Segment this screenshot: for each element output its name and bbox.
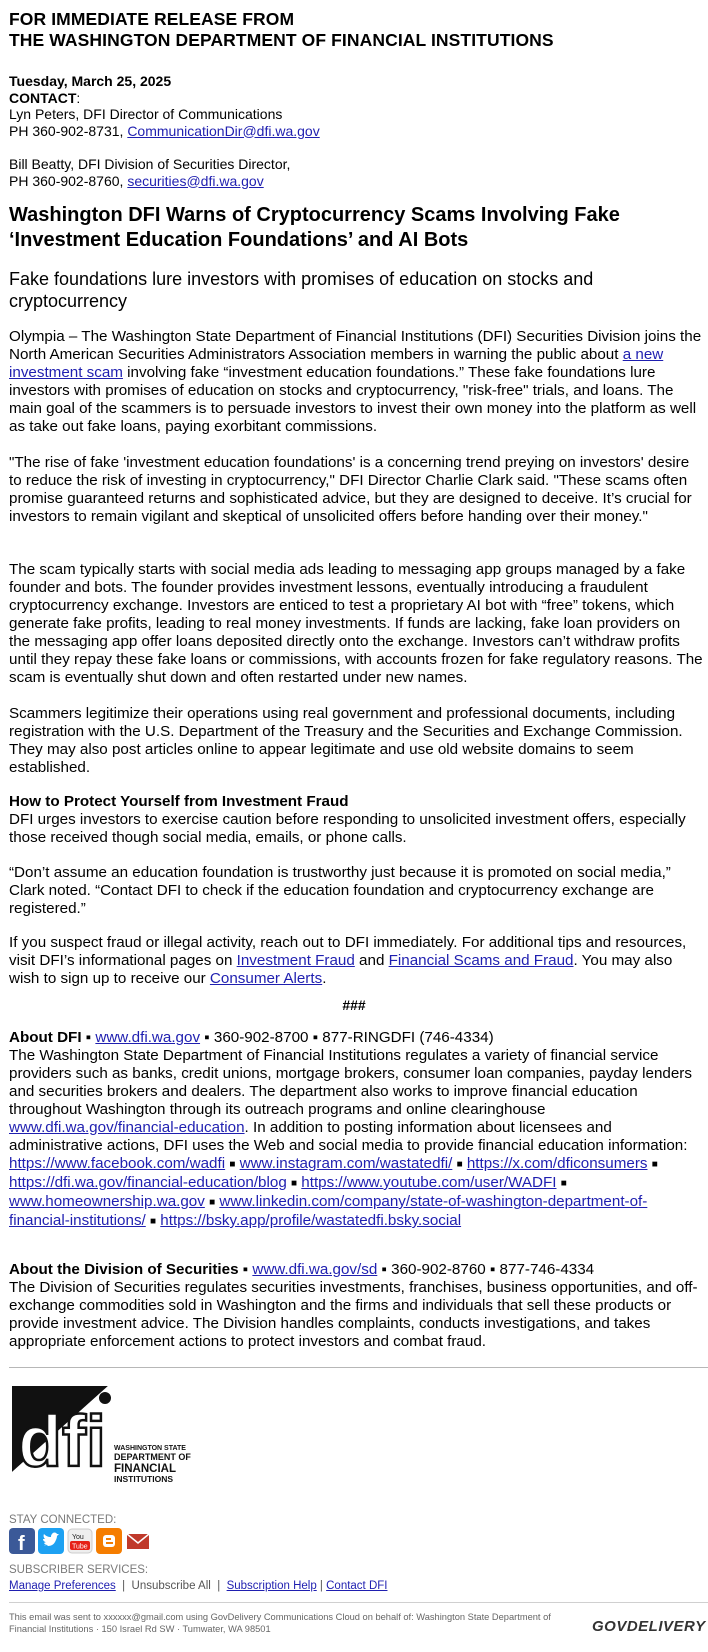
dfi-site-link[interactable]: www.dfi.wa.gov — [95, 1029, 201, 1046]
govdelivery-logo[interactable] — [592, 1618, 706, 1635]
contact1-phone: PH 360-902-8731, — [9, 122, 128, 139]
paragraph-intro — [9, 328, 704, 436]
securities-site-link[interactable]: www.dfi.wa.gov/sd — [252, 1261, 378, 1278]
footer-text: This email was sent to xxxxxx@gmail.com using GovDelivery Communications Cloud on behalf of: Washington State Department of Financial Institutions · 150 Israel Rd SW · Tumwater, WA 98501 — [9, 1612, 551, 1634]
separator: ▪ — [238, 1261, 253, 1278]
separator: | — [115, 1580, 132, 1592]
stay-connected-label: STAY CONNECTED: — [9, 1514, 117, 1526]
separator: | — [316, 1580, 327, 1592]
resources-text-3: . You may also wish to sign up to receive our — [9, 952, 673, 987]
title-line1: Washington DFI Warns of Cryptocurrency Scams Involving Fake — [9, 204, 620, 226]
dfi-logo-graphic — [10, 1380, 210, 1506]
release-date: Tuesday, March 25, 2025 — [9, 73, 172, 89]
consumer-alerts-link[interactable]: Consumer Alerts — [209, 970, 323, 987]
logo-letters: dfi — [18, 1402, 106, 1482]
about-dfi-section — [9, 1029, 704, 1231]
svg-text:Tube: Tube — [72, 1543, 88, 1551]
protect-heading: How to Protect Yourself from Investment Fraud — [9, 793, 349, 810]
about-securities-text: The Division of Securities regulates securities investments, franchises, business opportunities, and off-exchange commodities sold in Washington and the firms and individuals that sell these products or provide investment advice. The Division handles complaints, conducts investigations, and takes appropriate enforcement actions to protect investors and combat fraud. — [9, 1279, 698, 1350]
separator: ▪ — [485, 1261, 500, 1278]
protect-text: DFI urges investors to exercise caution before responding to unsolicited investment offers, especially those received though social media, emails, or phone calls. — [9, 811, 686, 846]
blogger-icon[interactable] — [96, 1528, 122, 1554]
end-marker: ### — [342, 997, 366, 1013]
paragraph-scam-description: The scam typically starts with social media ads leading to messaging app groups managed by a fake founder and bots. The founder provides investment lessons, eventually introducing a fraudulent cryptocurrency exchange. Investors are enticed to test a proprietary AI bot with “free” tokens, which generate fake profits, leading to real money investments. If funds are lacking, fake loan providers on the messaging app offer loans deposited directly onto the exchange. Investors can’t withdraw profits until they repay these fake loans or commissions, with accounts frozen for fake regulatory reasons. The scam is eventually shut down and often restarted under new names. — [9, 561, 703, 686]
about-securities-heading: About the Division of Securities — [9, 1261, 239, 1278]
subscription-help-link[interactable]: Subscription Help — [226, 1580, 317, 1592]
separator: ▪ — [81, 1029, 96, 1046]
protect-section — [9, 793, 704, 847]
release-header-line1: FOR IMMEDIATE RELEASE FROM — [9, 9, 295, 29]
about-securities-section — [9, 1261, 704, 1351]
instagram-link[interactable]: www.instagram.com/wastatedfi/ — [239, 1155, 453, 1172]
separator: ▪ — [377, 1261, 392, 1278]
twitter-icon[interactable] — [38, 1528, 64, 1554]
paragraph-quote: "The rise of fake 'investment education foundations' is a concerning trend preying on investors' desire to reduce the risk of investing in cryptocurrency," DFI Director Charlie Clark said. "These scams often promise guaranteed returns and sophisticated advice, but they are designed to deceive. It’s crucial for investors to remain vigilant and skeptical of unsolicited offers before handing over their money." — [9, 454, 692, 525]
contact2-email-link[interactable]: securities@dfi.wa.gov — [127, 172, 264, 189]
resources-text-4: . — [322, 970, 327, 987]
bluesky-link[interactable]: https://bsky.app/profile/wastatedfi.bsky.social — [160, 1212, 462, 1229]
blog-link[interactable]: https://dfi.wa.gov/financial-education/blog — [9, 1174, 287, 1191]
contact-dfi-link[interactable]: Contact DFI — [326, 1580, 388, 1592]
about-dfi-heading: About DFI — [9, 1029, 82, 1046]
square-bullet: ■ — [291, 1178, 298, 1189]
govdelivery-brand: GOVDELIVERY — [592, 1618, 706, 1635]
title-line2: ‘Investment Education Foundations’ and AI Bots — [9, 229, 469, 251]
square-bullet: ■ — [209, 1197, 216, 1208]
page-title — [9, 203, 699, 253]
logo-line1: WASHINGTON STATE — [114, 1445, 186, 1452]
resources-text-2: and — [354, 952, 389, 969]
about-dfi-text-1: The Washington State Department of Financial Institutions regulates a variety of financial service providers such as banks, credit unions, mortgage brokers, consumer loan companies, payday lenders and securities brokers and dealers. The department also works to improve financial education throughout Washington through its outreach programs and online clearinghouse — [9, 1047, 692, 1118]
separator: ▪ — [308, 1029, 323, 1046]
release-header-line2: THE WASHINGTON DEPARTMENT OF FINANCIAL INSTITUTIONS — [9, 30, 554, 50]
intro-text-1: Olympia – The Washington State Department of Financial Institutions (DFI) Securities Division joins the North American Securities Administrators Association members in warning the public about — [9, 328, 702, 363]
square-bullet: ■ — [560, 1178, 567, 1189]
contact-block: Tuesday, March 25, 2025 CONTACT: Lyn Peters, DFI Director of Communications PH 360-902-8731, CommunicationDir@dfi.wa.gov Bill Beatty, DFI Division of Securities Director, PH 360-902-8760, securities@dfi.wa.gov — [9, 73, 320, 189]
separator: | — [210, 1580, 227, 1592]
contact-label: CONTACT — [9, 89, 77, 106]
logo-line3: FINANCIAL — [114, 1463, 176, 1475]
dfi-phone-1: 360-902-8700 — [213, 1029, 309, 1046]
about-dfi-text-2: . In addition to posting information about licensees and administrative actions, DFI uses the Web and social media to provide financial education information: — [9, 1119, 688, 1154]
footer-divider — [9, 1367, 708, 1368]
subscriber-services-label: SUBSCRIBER SERVICES: — [9, 1564, 149, 1576]
intro-text-2: involving fake “investment education foundations.” These fake foundations lure investors with promises of education on stocks and cryptocurrency, "risk-free" trials, and loans. The main goal of the scammers is to persuade investors to invest their own money into the platform as well as take out fake loans, paying exorbitant commissions. — [9, 364, 697, 435]
svg-text:f: f — [18, 1533, 25, 1554]
svg-text:You: You — [72, 1534, 84, 1541]
paragraph-resources — [9, 934, 704, 988]
square-bullet: ■ — [456, 1159, 463, 1170]
paragraph-clark-quote: “Don’t assume an education foundation is trustworthy just because it is promoted on social media,” Clark noted. “Contact DFI to check if the education foundation and cryptocurrency exchange are registered.” — [9, 864, 671, 917]
contact1-email-link[interactable]: CommunicationDir@dfi.wa.gov — [127, 122, 320, 139]
manage-preferences-link[interactable]: Manage Preferences — [9, 1580, 116, 1592]
dfi-phone-2: 877-RINGDFI (746-4334) — [322, 1029, 494, 1046]
linkedin-link[interactable]: www.linkedin.com/company/state-of-washington-department-of-financial-institutions/ — [9, 1193, 648, 1229]
square-bullet: ■ — [150, 1216, 157, 1227]
financial-scams-link[interactable]: Financial Scams and Fraud — [388, 952, 574, 969]
facebook-link[interactable]: https://www.facebook.com/wadfi — [9, 1155, 226, 1172]
youtube-icon[interactable] — [67, 1528, 93, 1554]
financial-education-link[interactable]: www.dfi.wa.gov/financial-education — [9, 1119, 245, 1136]
securities-phone-1: 360-902-8760 — [391, 1261, 486, 1278]
email-icon[interactable] — [125, 1528, 151, 1554]
contact2-phone: PH 360-902-8760, — [9, 172, 128, 189]
page-subtitle: Fake foundations lure investors with promises of education on stocks and cryptocurrency — [9, 269, 594, 311]
bottom-divider — [9, 1602, 708, 1603]
securities-phone-2: 877-746-4334 — [499, 1261, 595, 1278]
logo-line2: DEPARTMENT OF — [114, 1452, 191, 1462]
unsubscribe-all[interactable]: Unsubscribe All — [131, 1580, 211, 1592]
resources-text-1: If you suspect fraud or illegal activity, reach out to DFI immediately. For additional tips and resources, visit DFI’s informational pages on — [9, 934, 687, 969]
new-investment-scam-link[interactable]: a new investment scam — [9, 346, 664, 381]
x-link[interactable]: https://x.com/dficonsumers — [466, 1155, 648, 1172]
release-header — [9, 9, 554, 51]
square-bullet: ■ — [229, 1159, 236, 1170]
subscriber-links — [9, 1580, 387, 1592]
investment-fraud-link[interactable]: Investment Fraud — [236, 952, 355, 969]
square-bullet: ■ — [651, 1159, 658, 1170]
homeownership-link[interactable]: www.homeownership.wa.gov — [9, 1193, 205, 1210]
facebook-icon[interactable] — [9, 1528, 35, 1554]
separator: ▪ — [200, 1029, 214, 1046]
contact2-name: Bill Beatty, DFI Division of Securities Director, — [9, 156, 291, 172]
logo-line4: INSTITUTIONS — [114, 1474, 174, 1484]
paragraph-legitimize: Scammers legitimize their operations using real government and professional documents, including registration with the U.S. Department of the Treasury and the Securities and Exchange Commission. They may also post articles online to appear legitimate and use old website domains to seem established. — [9, 705, 683, 776]
dfi-logo[interactable] — [10, 1380, 210, 1506]
contact1-name: Lyn Peters, DFI Director of Communications — [9, 106, 283, 122]
youtube-link[interactable]: https://www.youtube.com/user/WADFI — [301, 1174, 557, 1191]
